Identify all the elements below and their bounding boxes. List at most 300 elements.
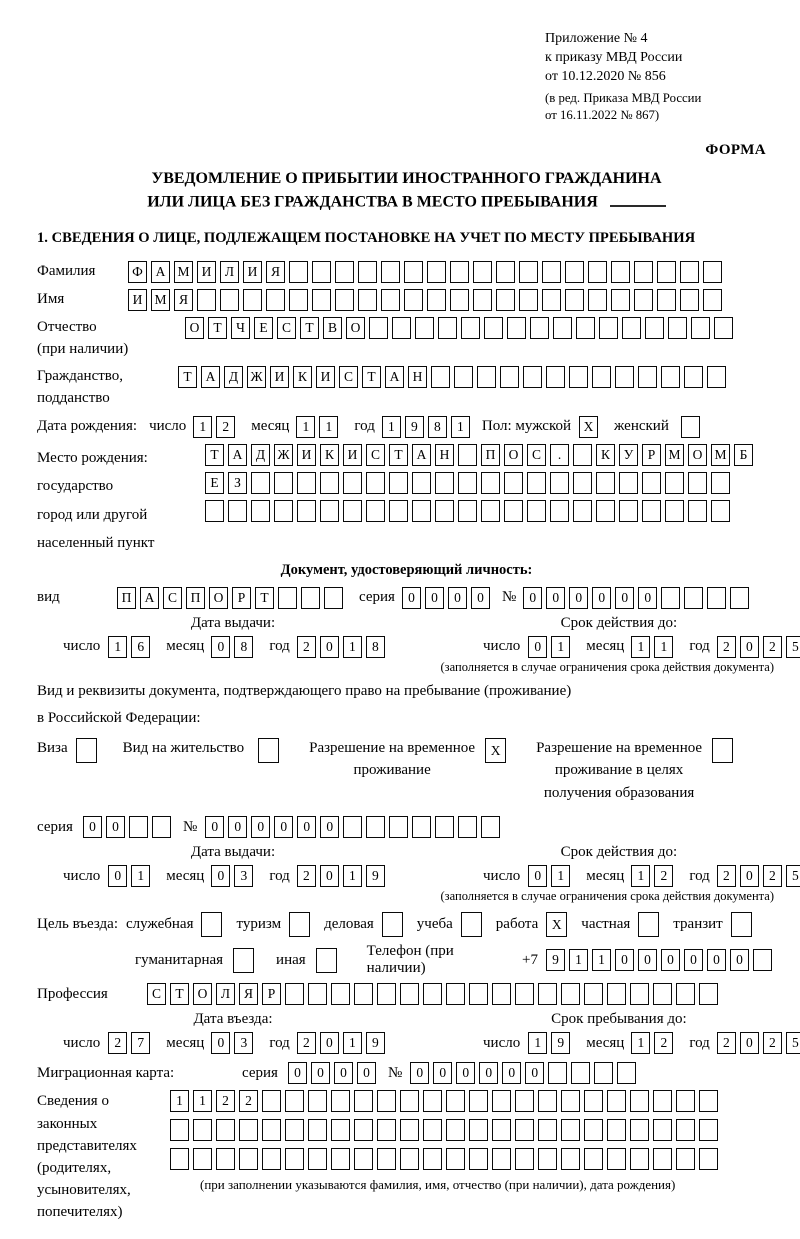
char-cell[interactable]: 0 xyxy=(528,636,547,658)
char-cell[interactable]: 9 xyxy=(551,1032,570,1054)
char-cell[interactable] xyxy=(638,366,657,388)
char-cell[interactable] xyxy=(500,366,519,388)
char-cell[interactable] xyxy=(680,261,699,283)
char-cell[interactable] xyxy=(228,500,247,522)
char-cell[interactable] xyxy=(446,1090,465,1112)
char-cell[interactable] xyxy=(458,444,477,466)
char-cell[interactable]: 1 xyxy=(592,949,611,971)
char-cell[interactable]: Т xyxy=(300,317,319,339)
char-cell[interactable] xyxy=(665,472,684,494)
char-cell[interactable] xyxy=(653,1090,672,1112)
char-cell[interactable] xyxy=(684,366,703,388)
char-cell[interactable]: 1 xyxy=(170,1090,189,1112)
char-cell[interactable]: 1 xyxy=(631,865,650,887)
char-cell[interactable] xyxy=(458,816,477,838)
char-cell[interactable] xyxy=(492,1090,511,1112)
char-cell[interactable]: У xyxy=(619,444,638,466)
char-cell[interactable] xyxy=(496,289,515,311)
char-cell[interactable]: О xyxy=(346,317,365,339)
char-cell[interactable] xyxy=(707,587,726,609)
char-cell[interactable]: 1 xyxy=(654,636,673,658)
char-cell[interactable]: Д xyxy=(251,444,270,466)
char-cell[interactable]: И xyxy=(197,261,216,283)
char-cell[interactable] xyxy=(450,261,469,283)
char-cell[interactable] xyxy=(538,1119,557,1141)
char-cell[interactable]: 0 xyxy=(320,816,339,838)
char-cell[interactable] xyxy=(561,983,580,1005)
char-cell[interactable]: 0 xyxy=(320,865,339,887)
char-cell[interactable] xyxy=(354,983,373,1005)
char-cell[interactable]: Ж xyxy=(274,444,293,466)
char-cell[interactable]: 1 xyxy=(551,865,570,887)
char-cell[interactable] xyxy=(688,472,707,494)
char-cell[interactable]: 0 xyxy=(523,587,542,609)
char-cell[interactable] xyxy=(446,983,465,1005)
char-cell[interactable]: 1 xyxy=(193,1090,212,1112)
purpose-study-checkbox[interactable] xyxy=(461,912,486,937)
char-cell[interactable] xyxy=(152,816,171,838)
char-cell[interactable]: 2 xyxy=(717,1032,736,1054)
char-cell[interactable]: Л xyxy=(220,261,239,283)
char-cell[interactable]: 3 xyxy=(234,865,253,887)
char-cell[interactable] xyxy=(324,587,343,609)
char-cell[interactable] xyxy=(530,317,549,339)
char-cell[interactable]: Б xyxy=(734,444,753,466)
char-cell[interactable] xyxy=(523,366,542,388)
char-cell[interactable] xyxy=(289,261,308,283)
char-cell[interactable] xyxy=(308,983,327,1005)
char-cell[interactable] xyxy=(711,500,730,522)
char-cell[interactable]: П xyxy=(186,587,205,609)
char-cell[interactable] xyxy=(458,500,477,522)
char-cell[interactable] xyxy=(331,1119,350,1141)
char-cell[interactable] xyxy=(645,317,664,339)
char-cell[interactable] xyxy=(619,500,638,522)
char-cell[interactable] xyxy=(642,500,661,522)
char-cell[interactable] xyxy=(699,1119,718,1141)
char-cell[interactable]: С xyxy=(527,444,546,466)
char-cell[interactable] xyxy=(546,366,565,388)
char-cell[interactable] xyxy=(569,366,588,388)
char-cell[interactable]: 1 xyxy=(631,636,650,658)
purpose-other-checkbox[interactable] xyxy=(316,948,341,973)
char-cell[interactable] xyxy=(642,472,661,494)
char-cell[interactable] xyxy=(392,317,411,339)
char-cell[interactable] xyxy=(458,472,477,494)
char-cell[interactable] xyxy=(381,261,400,283)
char-cell[interactable] xyxy=(170,1119,189,1141)
char-cell[interactable] xyxy=(607,1090,626,1112)
char-cell[interactable] xyxy=(473,261,492,283)
char-cell[interactable] xyxy=(484,317,503,339)
char-cell[interactable] xyxy=(469,983,488,1005)
char-cell[interactable] xyxy=(285,1090,304,1112)
char-cell[interactable] xyxy=(438,317,457,339)
char-cell[interactable] xyxy=(435,816,454,838)
char-cell[interactable] xyxy=(308,1119,327,1141)
char-cell[interactable] xyxy=(400,1090,419,1112)
char-cell[interactable] xyxy=(703,289,722,311)
char-cell[interactable] xyxy=(193,1119,212,1141)
char-cell[interactable] xyxy=(366,500,385,522)
char-cell[interactable] xyxy=(201,912,222,937)
char-cell[interactable]: 8 xyxy=(234,636,253,658)
char-cell[interactable] xyxy=(354,1090,373,1112)
char-cell[interactable]: 0 xyxy=(334,1062,353,1084)
char-cell[interactable] xyxy=(412,816,431,838)
char-cell[interactable]: 1 xyxy=(528,1032,547,1054)
char-cell[interactable]: О xyxy=(193,983,212,1005)
char-cell[interactable] xyxy=(216,1148,235,1170)
char-cell[interactable] xyxy=(297,500,316,522)
char-cell[interactable]: Н xyxy=(435,444,454,466)
visa-checkbox[interactable] xyxy=(76,738,101,763)
char-cell[interactable]: 2 xyxy=(297,1032,316,1054)
char-cell[interactable] xyxy=(519,261,538,283)
char-cell[interactable]: Я xyxy=(266,261,285,283)
char-cell[interactable]: 0 xyxy=(730,949,749,971)
char-cell[interactable]: Т xyxy=(178,366,197,388)
char-cell[interactable] xyxy=(550,472,569,494)
char-cell[interactable] xyxy=(561,1148,580,1170)
char-cell[interactable] xyxy=(76,738,97,763)
char-cell[interactable] xyxy=(584,1148,603,1170)
char-cell[interactable] xyxy=(599,317,618,339)
char-cell[interactable] xyxy=(220,289,239,311)
char-cell[interactable]: П xyxy=(481,444,500,466)
char-cell[interactable]: О xyxy=(209,587,228,609)
char-cell[interactable]: С xyxy=(277,317,296,339)
char-cell[interactable] xyxy=(197,289,216,311)
char-cell[interactable] xyxy=(274,500,293,522)
char-cell[interactable] xyxy=(289,289,308,311)
char-cell[interactable]: 0 xyxy=(106,816,125,838)
char-cell[interactable]: О xyxy=(185,317,204,339)
char-cell[interactable]: Т xyxy=(208,317,227,339)
char-cell[interactable]: 1 xyxy=(631,1032,650,1054)
char-cell[interactable]: 2 xyxy=(216,1090,235,1112)
char-cell[interactable] xyxy=(707,366,726,388)
char-cell[interactable] xyxy=(377,983,396,1005)
char-cell[interactable]: 0 xyxy=(638,949,657,971)
char-cell[interactable] xyxy=(415,317,434,339)
char-cell[interactable]: С xyxy=(163,587,182,609)
char-cell[interactable] xyxy=(699,1090,718,1112)
char-cell[interactable] xyxy=(661,366,680,388)
char-cell[interactable] xyxy=(289,912,310,937)
char-cell[interactable]: К xyxy=(320,444,339,466)
char-cell[interactable]: 6 xyxy=(131,636,150,658)
purpose-private-checkbox[interactable] xyxy=(638,912,663,937)
char-cell[interactable] xyxy=(450,289,469,311)
char-cell[interactable]: 2 xyxy=(297,636,316,658)
char-cell[interactable] xyxy=(504,472,523,494)
char-cell[interactable]: К xyxy=(596,444,615,466)
char-cell[interactable]: 2 xyxy=(763,865,782,887)
char-cell[interactable] xyxy=(504,500,523,522)
char-cell[interactable] xyxy=(335,289,354,311)
char-cell[interactable] xyxy=(538,1090,557,1112)
char-cell[interactable]: 1 xyxy=(451,416,470,438)
char-cell[interactable] xyxy=(619,472,638,494)
char-cell[interactable]: Я xyxy=(174,289,193,311)
char-cell[interactable] xyxy=(461,317,480,339)
char-cell[interactable]: 0 xyxy=(274,816,293,838)
char-cell[interactable]: А xyxy=(228,444,247,466)
char-cell[interactable] xyxy=(573,500,592,522)
char-cell[interactable] xyxy=(239,1148,258,1170)
char-cell[interactable] xyxy=(711,472,730,494)
char-cell[interactable]: 2 xyxy=(297,865,316,887)
char-cell[interactable]: М xyxy=(151,289,170,311)
char-cell[interactable]: И xyxy=(128,289,147,311)
char-cell[interactable]: 1 xyxy=(343,865,362,887)
char-cell[interactable]: 0 xyxy=(528,865,547,887)
char-cell[interactable]: 2 xyxy=(108,1032,127,1054)
char-cell[interactable] xyxy=(607,1148,626,1170)
char-cell[interactable] xyxy=(423,1119,442,1141)
char-cell[interactable]: 0 xyxy=(108,865,127,887)
char-cell[interactable]: X xyxy=(579,416,598,438)
char-cell[interactable] xyxy=(730,587,749,609)
char-cell[interactable] xyxy=(691,317,710,339)
char-cell[interactable]: Р xyxy=(642,444,661,466)
char-cell[interactable]: 9 xyxy=(366,865,385,887)
char-cell[interactable] xyxy=(684,587,703,609)
char-cell[interactable]: 0 xyxy=(425,587,444,609)
char-cell[interactable] xyxy=(170,1148,189,1170)
char-cell[interactable] xyxy=(712,738,733,763)
char-cell[interactable]: 1 xyxy=(108,636,127,658)
char-cell[interactable]: М xyxy=(711,444,730,466)
purpose-business-checkbox[interactable] xyxy=(382,912,407,937)
char-cell[interactable]: 9 xyxy=(405,416,424,438)
temp-residence-checkbox[interactable] xyxy=(485,738,510,763)
char-cell[interactable]: 0 xyxy=(569,587,588,609)
char-cell[interactable] xyxy=(573,472,592,494)
char-cell[interactable] xyxy=(550,500,569,522)
char-cell[interactable] xyxy=(492,1119,511,1141)
char-cell[interactable] xyxy=(258,738,279,763)
char-cell[interactable]: 0 xyxy=(357,1062,376,1084)
char-cell[interactable] xyxy=(262,1090,281,1112)
char-cell[interactable] xyxy=(454,366,473,388)
char-cell[interactable]: Е xyxy=(254,317,273,339)
char-cell[interactable] xyxy=(262,1119,281,1141)
char-cell[interactable] xyxy=(527,472,546,494)
char-cell[interactable] xyxy=(688,500,707,522)
char-cell[interactable]: 0 xyxy=(297,816,316,838)
char-cell[interactable]: 2 xyxy=(216,416,235,438)
char-cell[interactable] xyxy=(461,912,482,937)
char-cell[interactable]: 1 xyxy=(569,949,588,971)
char-cell[interactable] xyxy=(320,472,339,494)
char-cell[interactable] xyxy=(527,500,546,522)
char-cell[interactable] xyxy=(377,1148,396,1170)
char-cell[interactable] xyxy=(343,500,362,522)
char-cell[interactable] xyxy=(653,1119,672,1141)
char-cell[interactable] xyxy=(400,1119,419,1141)
char-cell[interactable] xyxy=(297,472,316,494)
char-cell[interactable] xyxy=(435,472,454,494)
char-cell[interactable] xyxy=(561,1090,580,1112)
char-cell[interactable] xyxy=(630,1119,649,1141)
char-cell[interactable]: 0 xyxy=(211,865,230,887)
char-cell[interactable] xyxy=(507,317,526,339)
char-cell[interactable] xyxy=(753,949,772,971)
char-cell[interactable]: Ф xyxy=(128,261,147,283)
char-cell[interactable] xyxy=(515,1090,534,1112)
purpose-humanitarian-checkbox[interactable] xyxy=(233,948,258,973)
char-cell[interactable] xyxy=(542,289,561,311)
char-cell[interactable] xyxy=(571,1062,590,1084)
char-cell[interactable] xyxy=(129,816,148,838)
char-cell[interactable] xyxy=(354,1119,373,1141)
char-cell[interactable] xyxy=(412,472,431,494)
char-cell[interactable] xyxy=(584,983,603,1005)
char-cell[interactable] xyxy=(389,500,408,522)
char-cell[interactable] xyxy=(553,317,572,339)
sex-female-checkbox[interactable] xyxy=(681,416,704,438)
char-cell[interactable] xyxy=(423,1090,442,1112)
char-cell[interactable] xyxy=(665,500,684,522)
char-cell[interactable] xyxy=(676,1090,695,1112)
char-cell[interactable] xyxy=(676,983,695,1005)
char-cell[interactable]: 0 xyxy=(410,1062,429,1084)
char-cell[interactable] xyxy=(469,1090,488,1112)
char-cell[interactable] xyxy=(515,1148,534,1170)
char-cell[interactable] xyxy=(592,366,611,388)
char-cell[interactable]: А xyxy=(201,366,220,388)
char-cell[interactable]: А xyxy=(412,444,431,466)
char-cell[interactable] xyxy=(243,289,262,311)
char-cell[interactable] xyxy=(285,1119,304,1141)
char-cell[interactable] xyxy=(469,1119,488,1141)
char-cell[interactable]: П xyxy=(117,587,136,609)
char-cell[interactable]: М xyxy=(174,261,193,283)
char-cell[interactable]: М xyxy=(665,444,684,466)
char-cell[interactable]: 0 xyxy=(525,1062,544,1084)
char-cell[interactable]: И xyxy=(343,444,362,466)
char-cell[interactable] xyxy=(496,261,515,283)
char-cell[interactable] xyxy=(427,289,446,311)
char-cell[interactable] xyxy=(446,1119,465,1141)
char-cell[interactable]: 0 xyxy=(211,636,230,658)
char-cell[interactable] xyxy=(561,1119,580,1141)
char-cell[interactable] xyxy=(588,261,607,283)
char-cell[interactable] xyxy=(565,289,584,311)
char-cell[interactable] xyxy=(331,1148,350,1170)
char-cell[interactable]: 1 xyxy=(343,636,362,658)
char-cell[interactable]: 0 xyxy=(546,587,565,609)
char-cell[interactable] xyxy=(630,983,649,1005)
char-cell[interactable]: 0 xyxy=(288,1062,307,1084)
char-cell[interactable] xyxy=(630,1148,649,1170)
char-cell[interactable] xyxy=(607,983,626,1005)
char-cell[interactable]: Т xyxy=(362,366,381,388)
char-cell[interactable] xyxy=(389,472,408,494)
char-cell[interactable]: 1 xyxy=(343,1032,362,1054)
char-cell[interactable] xyxy=(193,1148,212,1170)
char-cell[interactable] xyxy=(412,500,431,522)
char-cell[interactable]: И xyxy=(243,261,262,283)
char-cell[interactable] xyxy=(446,1148,465,1170)
char-cell[interactable] xyxy=(481,472,500,494)
char-cell[interactable] xyxy=(699,1148,718,1170)
char-cell[interactable] xyxy=(239,1119,258,1141)
char-cell[interactable]: 2 xyxy=(763,636,782,658)
char-cell[interactable] xyxy=(630,1090,649,1112)
char-cell[interactable] xyxy=(285,1148,304,1170)
char-cell[interactable]: 0 xyxy=(228,816,247,838)
char-cell[interactable] xyxy=(335,261,354,283)
char-cell[interactable] xyxy=(680,289,699,311)
char-cell[interactable] xyxy=(320,500,339,522)
char-cell[interactable] xyxy=(312,289,331,311)
char-cell[interactable] xyxy=(634,289,653,311)
char-cell[interactable]: О xyxy=(504,444,523,466)
sex-male-checkbox[interactable] xyxy=(579,416,602,438)
char-cell[interactable]: Д xyxy=(224,366,243,388)
char-cell[interactable]: 0 xyxy=(684,949,703,971)
char-cell[interactable]: Ж xyxy=(247,366,266,388)
char-cell[interactable] xyxy=(615,366,634,388)
char-cell[interactable]: 2 xyxy=(717,865,736,887)
char-cell[interactable]: В xyxy=(323,317,342,339)
char-cell[interactable] xyxy=(308,1148,327,1170)
char-cell[interactable] xyxy=(354,1148,373,1170)
char-cell[interactable]: 0 xyxy=(740,865,759,887)
char-cell[interactable]: 5 xyxy=(786,1032,800,1054)
char-cell[interactable] xyxy=(638,912,659,937)
char-cell[interactable]: 8 xyxy=(428,416,447,438)
char-cell[interactable]: Т xyxy=(170,983,189,1005)
char-cell[interactable]: 0 xyxy=(211,1032,230,1054)
char-cell[interactable]: 0 xyxy=(433,1062,452,1084)
char-cell[interactable] xyxy=(657,289,676,311)
char-cell[interactable] xyxy=(542,261,561,283)
char-cell[interactable] xyxy=(596,500,615,522)
char-cell[interactable]: X xyxy=(546,912,567,937)
char-cell[interactable] xyxy=(653,983,672,1005)
char-cell[interactable] xyxy=(588,289,607,311)
char-cell[interactable] xyxy=(316,948,337,973)
char-cell[interactable] xyxy=(400,983,419,1005)
char-cell[interactable]: Т xyxy=(205,444,224,466)
char-cell[interactable] xyxy=(216,1119,235,1141)
char-cell[interactable] xyxy=(423,983,442,1005)
char-cell[interactable] xyxy=(584,1090,603,1112)
char-cell[interactable]: 0 xyxy=(615,587,634,609)
char-cell[interactable] xyxy=(369,317,388,339)
char-cell[interactable] xyxy=(699,983,718,1005)
purpose-tourism-checkbox[interactable] xyxy=(289,912,314,937)
char-cell[interactable] xyxy=(519,289,538,311)
char-cell[interactable]: И xyxy=(270,366,289,388)
char-cell[interactable] xyxy=(331,1090,350,1112)
char-cell[interactable]: З xyxy=(228,472,247,494)
char-cell[interactable] xyxy=(473,289,492,311)
char-cell[interactable] xyxy=(515,983,534,1005)
char-cell[interactable]: 5 xyxy=(786,636,800,658)
char-cell[interactable] xyxy=(312,261,331,283)
char-cell[interactable] xyxy=(538,1148,557,1170)
char-cell[interactable] xyxy=(681,416,700,438)
char-cell[interactable] xyxy=(676,1148,695,1170)
char-cell[interactable] xyxy=(266,289,285,311)
char-cell[interactable]: К xyxy=(293,366,312,388)
char-cell[interactable] xyxy=(594,1062,613,1084)
